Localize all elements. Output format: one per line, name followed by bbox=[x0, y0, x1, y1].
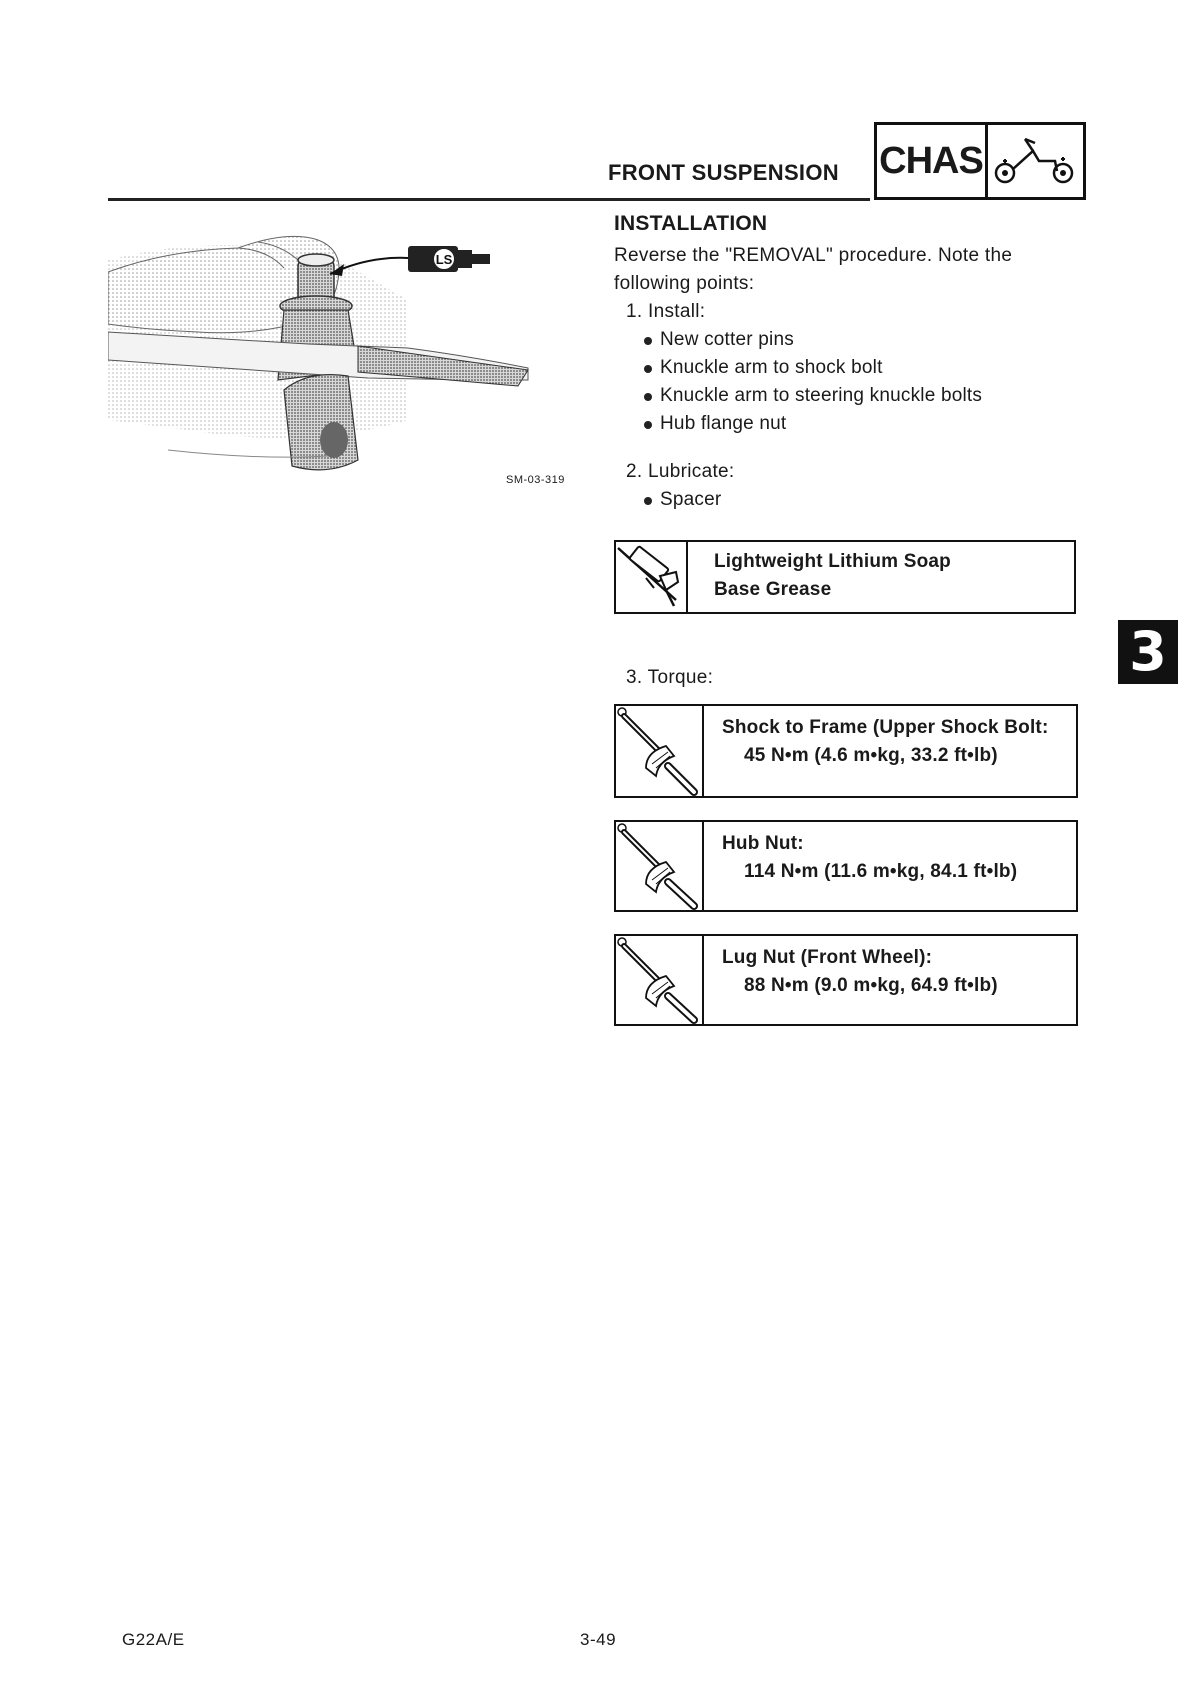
grease-gun-icon-cell bbox=[616, 542, 688, 612]
chassis-badge bbox=[874, 122, 1086, 200]
install-list bbox=[614, 326, 1084, 438]
torque-wrench-icon-cell bbox=[616, 936, 704, 1024]
torque-spec-text bbox=[722, 830, 1017, 886]
list-item: Knuckle arm to shock bolt bbox=[642, 354, 1084, 382]
grease-spec-text bbox=[714, 548, 951, 604]
torque-title: Lug Nut (Front Wheel): bbox=[722, 947, 933, 968]
torque-wrench-icon bbox=[616, 706, 702, 796]
torque-spec-text bbox=[722, 714, 1048, 770]
torque-spec-box bbox=[614, 934, 1078, 1026]
golf-cart-icon bbox=[989, 131, 1079, 191]
torque-value: 88 N•m (9.0 m•kg, 64.9 ft•lb) bbox=[744, 975, 998, 996]
grease-gun-icon bbox=[616, 542, 686, 612]
step-install-label: 1. Install: bbox=[626, 301, 706, 322]
list-item: New cotter pins bbox=[642, 326, 1084, 354]
lubricate-list bbox=[614, 486, 1084, 514]
torque-title: Shock to Frame (Upper Shock Bolt: bbox=[722, 717, 1049, 738]
torque-value: 45 N•m (4.6 m•kg, 33.2 ft•lb) bbox=[744, 745, 998, 766]
torque-spec-box bbox=[614, 820, 1078, 912]
chas-label: CHAS bbox=[877, 125, 988, 197]
header-rule bbox=[108, 198, 870, 201]
chapter-tab: 3 bbox=[1118, 620, 1178, 684]
grease-spec-box bbox=[614, 540, 1076, 614]
installation-title: INSTALLATION bbox=[614, 212, 768, 235]
torque-wrench-icon bbox=[616, 822, 702, 910]
list-item: Spacer bbox=[642, 486, 1084, 514]
torque-spec-text bbox=[722, 944, 998, 1000]
step-torque-label: 3. Torque: bbox=[626, 667, 714, 688]
step-lubricate-label: 2. Lubricate: bbox=[626, 461, 735, 482]
installation-section bbox=[614, 212, 1084, 514]
list-item: Hub flange nut bbox=[642, 410, 1084, 438]
procedure-photo bbox=[108, 220, 570, 488]
ls-callout: LS bbox=[435, 252, 453, 267]
torque-wrench-icon bbox=[616, 936, 702, 1024]
installation-intro: Reverse the "REMOVAL" procedure. Note the following points: bbox=[614, 245, 1013, 294]
torque-wrench-icon-cell bbox=[616, 706, 704, 796]
torque-spec-box bbox=[614, 704, 1078, 798]
photo-code: SM-03-319 bbox=[506, 474, 565, 486]
grease-line-1: Lightweight Lithium Soap bbox=[714, 551, 951, 572]
grease-line-2: Base Grease bbox=[714, 579, 832, 600]
footer-model: G22A/E bbox=[122, 1630, 185, 1649]
section-header-title: FRONT SUSPENSION bbox=[608, 160, 839, 185]
torque-title: Hub Nut: bbox=[722, 833, 804, 854]
torque-value: 114 N•m (11.6 m•kg, 84.1 ft•lb) bbox=[744, 861, 1018, 882]
list-item: Knuckle arm to steering knuckle bolts bbox=[642, 382, 1084, 410]
torque-wrench-icon-cell bbox=[616, 822, 704, 910]
page-number: 3-49 bbox=[580, 1630, 617, 1649]
